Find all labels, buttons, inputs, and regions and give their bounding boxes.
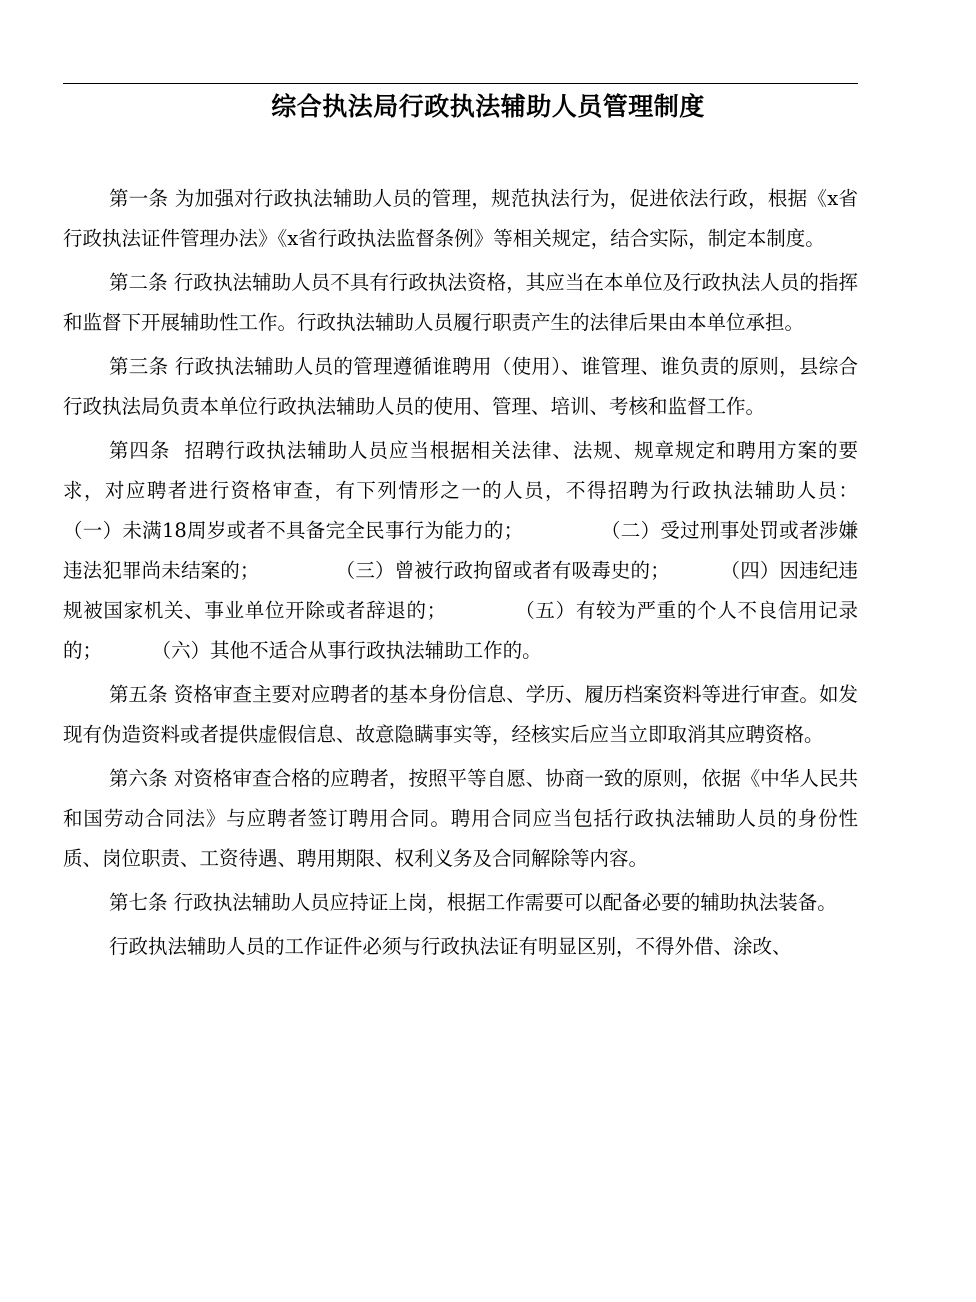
article-7-paragraph: 第七条 行政执法辅助人员应持证上岗，根据工作需要可以配备必要的辅助执法装备。: [109, 891, 837, 914]
article-3-paragraph: 第三条 行政执法辅助人员的管理遵循谁聘用（使用）、谁管理、谁负责的原则，县综合行政执法局负责本单位行政执法辅助人员的使用、管理、培训、考核和监督工作。: [63, 355, 858, 418]
article-5-paragraph: 第五条 资格审查主要对应聘者的基本身份信息、学历、履历档案资料等进行审查。如发现有伪造资料或者提供虚假信息、故意隐瞒事实等，经核实后应当立即取消其应聘资格。: [63, 683, 858, 746]
document-body: [63, 179, 933, 967]
header-rule: [63, 83, 858, 84]
document-title: 综合执法局行政执法辅助人员管理制度: [271, 92, 705, 121]
article-4-paragraph: 第四条 招聘行政执法辅助人员应当根据相关法律、法规、规章规定和聘用方案的要求，对应聘者进行资格审查，有下列情形之一的人员，不得招聘为行政执法辅助人员： （一）未满18周岁或者不具备完全民事行为能力的； （二）受过刑事处罚或者涉嫌违法犯罪尚未结案的； （三）曾被行政拘留或者有吸毒史的； （四）因违纪违规被国家机关、事业单位开除或者辞退的； （五）有较为严重的个人不良信用记录的； （六）其他不适合从事行政执法辅助工作的。: [63, 439, 933, 662]
article-1-paragraph: 第一条 为加强对行政执法辅助人员的管理，规范执法行为，促进依法行政，根据《x省行政执法证件管理办法》《x省行政执法监督条例》等相关规定，结合实际，制定本制度。: [63, 187, 858, 250]
article-7-continuation-paragraph: 行政执法辅助人员的工作证件必须与行政执法证有明显区别，不得外借、涂改、: [109, 935, 792, 958]
article-6-paragraph: 第六条 对资格审查合格的应聘者，按照平等自愿、协商一致的原则，依据《中华人民共和国劳动合同法》与应聘者签订聘用合同。聘用合同应当包括行政执法辅助人员的身份性质、岗位职责、工资待遇、聘用期限、权利义务及合同解除等内容。: [63, 767, 858, 870]
article-2-paragraph: 第二条 行政执法辅助人员不具有行政执法资格，其应当在本单位及行政执法人员的指挥和监督下开展辅助性工作。行政执法辅助人员履行职责产生的法律后果由本单位承担。: [63, 271, 858, 334]
